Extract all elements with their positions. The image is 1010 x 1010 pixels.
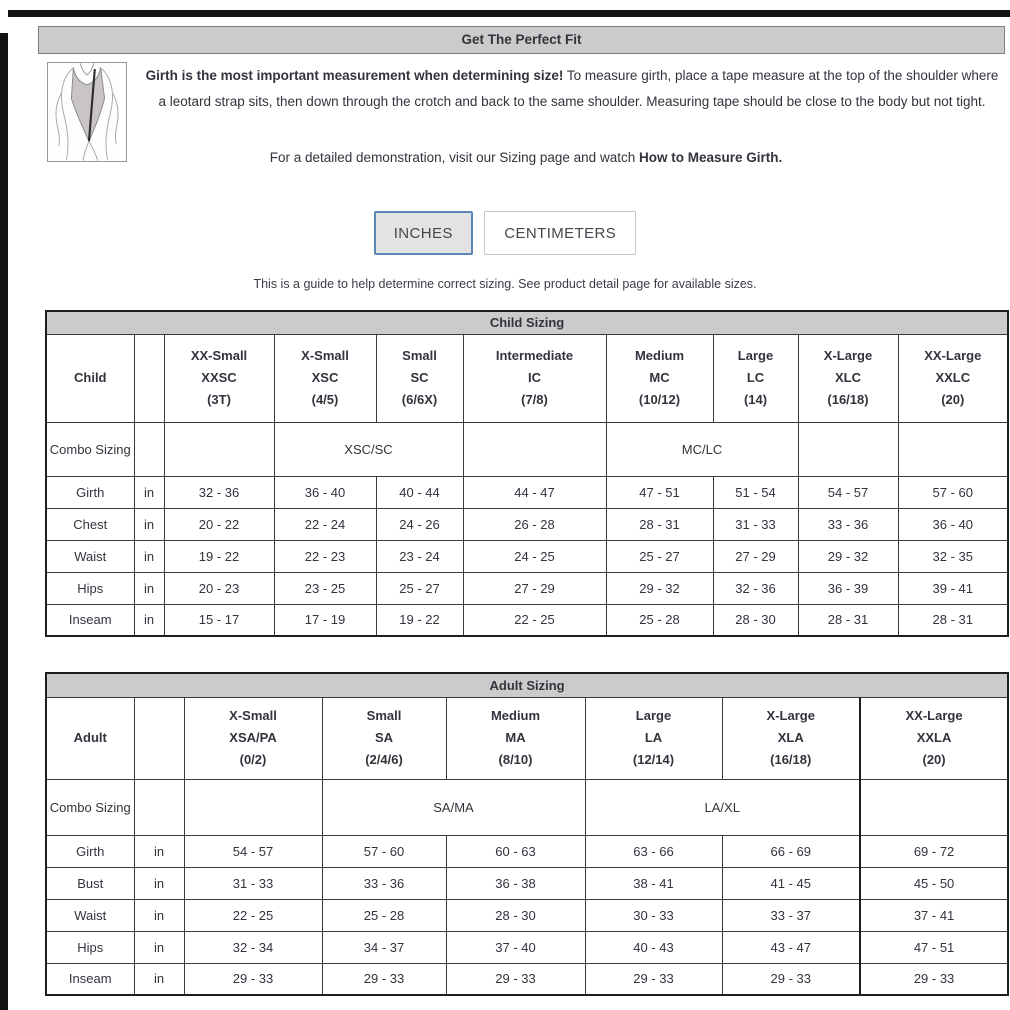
size-column-header — [376, 334, 463, 422]
child-table-title: Child Sizing — [46, 311, 1008, 334]
size-column-header — [713, 334, 798, 422]
size-cell: 15 - 17 — [164, 604, 274, 636]
size-code: LA — [644, 730, 663, 745]
size-cell: 29 - 33 — [322, 963, 446, 995]
size-cell: 44 - 47 — [463, 476, 606, 508]
table-row — [46, 422, 1008, 476]
size-cell: 30 - 33 — [585, 899, 722, 931]
measure-label: Waist — [46, 540, 134, 572]
size-range: (6/6X) — [401, 392, 438, 407]
size-column-header — [463, 334, 606, 422]
demo-line — [47, 150, 1005, 165]
size-cell: 22 - 25 — [184, 899, 322, 931]
size-cell: 33 - 36 — [798, 508, 898, 540]
size-cell: 29 - 33 — [860, 963, 1008, 995]
size-cell: 29 - 33 — [722, 963, 860, 995]
unit-cell: in — [134, 931, 184, 963]
size-name: X-Large — [766, 708, 815, 723]
size-cell: 24 - 26 — [376, 508, 463, 540]
size-range: (0/2) — [239, 752, 267, 767]
size-cell: 57 - 60 — [322, 835, 446, 867]
size-code: IC — [528, 370, 541, 385]
unit-cell: in — [134, 476, 164, 508]
size-cell: 54 - 57 — [798, 476, 898, 508]
size-cell: 37 - 40 — [446, 931, 585, 963]
size-cell: 28 - 30 — [446, 899, 585, 931]
size-cell: 22 - 25 — [463, 604, 606, 636]
size-cell: 25 - 28 — [322, 899, 446, 931]
combo-cell: XSC/SC — [274, 422, 463, 476]
unit-cell: in — [134, 540, 164, 572]
combo-cell: LA/XL — [585, 779, 860, 835]
inches-button[interactable]: INCHES — [374, 211, 473, 255]
size-code: SC — [410, 370, 429, 385]
size-cell: 29 - 33 — [585, 963, 722, 995]
empty-cell — [860, 779, 1008, 835]
girth-instructions-lead: Girth is the most important measurement when determining size! — [145, 68, 564, 83]
child-row-header: Child — [46, 334, 134, 422]
leotard-girth-diagram-icon — [48, 63, 126, 161]
adult-sizing-table — [45, 672, 1009, 996]
size-range: (10/12) — [638, 392, 681, 407]
table-row — [46, 867, 1008, 899]
size-cell: 22 - 24 — [274, 508, 376, 540]
measure-label: Bust — [46, 867, 134, 899]
size-cell: 32 - 36 — [713, 572, 798, 604]
girth-instructions — [127, 62, 1005, 114]
size-range: (12/14) — [632, 752, 675, 767]
size-name: X-Small — [301, 348, 349, 363]
size-range: (16/18) — [827, 392, 869, 407]
size-code: MC — [649, 370, 670, 385]
size-code: SA — [374, 730, 394, 745]
size-code: XSC — [311, 370, 339, 385]
table-row — [46, 604, 1008, 636]
size-name: Intermediate — [495, 348, 574, 363]
size-range: (3T) — [207, 392, 231, 407]
size-name: XX-Small — [190, 348, 248, 363]
measure-label: Waist — [46, 899, 134, 931]
size-name: Small — [402, 348, 437, 363]
centimeters-button[interactable]: CENTIMETERS — [484, 211, 636, 255]
size-cell: 40 - 44 — [376, 476, 463, 508]
size-cell: 36 - 38 — [446, 867, 585, 899]
size-name: XX-Large — [924, 348, 982, 363]
size-cell: 31 - 33 — [184, 867, 322, 899]
size-code: XXLC — [935, 370, 971, 385]
size-range: (4/5) — [311, 392, 339, 407]
size-cell: 22 - 23 — [274, 540, 376, 572]
measure-label: Inseam — [46, 604, 134, 636]
leotard-girth-illustration — [47, 62, 127, 162]
size-cell: 27 - 29 — [463, 572, 606, 604]
table-row — [46, 779, 1008, 835]
size-column-header — [274, 334, 376, 422]
size-column-header — [606, 334, 713, 422]
sizing-guide-note: This is a guide to help determine correct sizing. See product detail page for available sizes. — [253, 277, 757, 291]
size-cell: 24 - 25 — [463, 540, 606, 572]
girth-intro-section — [47, 62, 1005, 162]
size-name: Small — [366, 708, 402, 723]
page-title: Get The Perfect Fit — [38, 26, 1005, 54]
screen-border-left — [0, 33, 8, 1010]
size-code: XXLA — [916, 730, 952, 745]
unit-cell: in — [134, 572, 164, 604]
size-cell: 43 - 47 — [722, 931, 860, 963]
size-column-header — [898, 334, 1008, 422]
unit-header-cell — [134, 697, 184, 779]
size-column-header — [164, 334, 274, 422]
size-cell: 36 - 39 — [798, 572, 898, 604]
measure-label: Hips — [46, 572, 134, 604]
how-to-measure-girth-link: How to Measure Girth. — [638, 150, 783, 165]
unit-cell: in — [134, 899, 184, 931]
size-column-header — [585, 697, 722, 779]
table-row — [46, 508, 1008, 540]
table-row — [46, 311, 1008, 334]
size-cell: 32 - 36 — [164, 476, 274, 508]
girth-instructions-body: To measure girth, place a tape measure at the top of the shoulder where a leotard strap sits, then down through the crotch and back to the same shoulder. Measuring tape should be close to the body but not tight. — [158, 68, 999, 109]
unit-cell: in — [134, 867, 184, 899]
table-row — [46, 572, 1008, 604]
size-cell: 69 - 72 — [860, 835, 1008, 867]
size-code: LC — [746, 370, 765, 385]
size-name: Medium — [634, 348, 685, 363]
table-row — [46, 476, 1008, 508]
size-cell: 36 - 40 — [898, 508, 1008, 540]
measure-label: Girth — [46, 835, 134, 867]
size-cell: 32 - 35 — [898, 540, 1008, 572]
unit-header-cell — [134, 334, 164, 422]
table-row — [46, 673, 1008, 697]
table-row — [46, 899, 1008, 931]
child-sizing-table — [45, 310, 1009, 637]
size-cell: 37 - 41 — [860, 899, 1008, 931]
adult-table-title: Adult Sizing — [46, 673, 1008, 697]
size-cell: 66 - 69 — [722, 835, 860, 867]
measure-label: Hips — [46, 931, 134, 963]
size-cell: 54 - 57 — [184, 835, 322, 867]
size-code: XXSC — [201, 370, 237, 385]
table-row — [46, 540, 1008, 572]
size-cell: 28 - 31 — [606, 508, 713, 540]
size-cell: 29 - 33 — [184, 963, 322, 995]
unit-cell: in — [134, 604, 164, 636]
size-range: (8/10) — [498, 752, 533, 767]
table-row — [46, 963, 1008, 995]
table-row — [46, 835, 1008, 867]
size-range: (14) — [743, 392, 768, 407]
size-code: XSA/PA — [229, 730, 277, 745]
empty-cell — [463, 422, 606, 476]
size-cell: 32 - 34 — [184, 931, 322, 963]
empty-cell — [134, 779, 184, 835]
size-cell: 20 - 23 — [164, 572, 274, 604]
unit-cell: in — [134, 835, 184, 867]
empty-cell — [898, 422, 1008, 476]
size-cell: 63 - 66 — [585, 835, 722, 867]
size-cell: 23 - 24 — [376, 540, 463, 572]
size-cell: 34 - 37 — [322, 931, 446, 963]
measure-label: Inseam — [46, 963, 134, 995]
size-column-header — [722, 697, 860, 779]
adult-row-header: Adult — [46, 697, 134, 779]
size-column-header — [184, 697, 322, 779]
size-cell: 31 - 33 — [713, 508, 798, 540]
size-cell: 36 - 40 — [274, 476, 376, 508]
size-cell: 28 - 31 — [798, 604, 898, 636]
size-name: X-Large — [823, 348, 873, 363]
size-code: XLA — [777, 730, 804, 745]
size-name: Large — [737, 348, 774, 363]
size-code: XLC — [835, 370, 861, 385]
size-range: (20) — [922, 752, 946, 767]
empty-cell — [798, 422, 898, 476]
combo-sizing-label: Combo Sizing — [46, 422, 134, 476]
size-cell: 29 - 32 — [606, 572, 713, 604]
size-name: XX-Large — [905, 708, 963, 723]
unit-cell: in — [134, 963, 184, 995]
combo-cell: SA/MA — [322, 779, 585, 835]
size-range: (16/18) — [770, 752, 812, 767]
size-cell: 41 - 45 — [722, 867, 860, 899]
size-code: MA — [505, 730, 526, 745]
unit-toggle — [0, 211, 1010, 255]
size-cell: 47 - 51 — [860, 931, 1008, 963]
size-name: Medium — [490, 708, 541, 723]
size-range: (20) — [941, 392, 965, 407]
size-cell: 28 - 31 — [898, 604, 1008, 636]
measure-label: Chest — [46, 508, 134, 540]
size-cell: 45 - 50 — [860, 867, 1008, 899]
size-column-header — [322, 697, 446, 779]
table-row — [46, 334, 1008, 422]
size-cell: 33 - 37 — [722, 899, 860, 931]
size-cell: 25 - 28 — [606, 604, 713, 636]
demo-line-text: For a detailed demonstration, visit our Sizing page and watch — [269, 150, 639, 165]
size-name: Large — [635, 708, 672, 723]
empty-cell — [134, 422, 164, 476]
size-cell: 38 - 41 — [585, 867, 722, 899]
size-cell: 20 - 22 — [164, 508, 274, 540]
size-cell: 57 - 60 — [898, 476, 1008, 508]
measure-label: Girth — [46, 476, 134, 508]
size-cell: 47 - 51 — [606, 476, 713, 508]
size-name: X-Small — [229, 708, 277, 723]
size-cell: 29 - 32 — [798, 540, 898, 572]
size-cell: 27 - 29 — [713, 540, 798, 572]
size-cell: 19 - 22 — [376, 604, 463, 636]
unit-cell: in — [134, 508, 164, 540]
size-cell: 17 - 19 — [274, 604, 376, 636]
size-cell: 23 - 25 — [274, 572, 376, 604]
size-cell: 51 - 54 — [713, 476, 798, 508]
size-cell: 40 - 43 — [585, 931, 722, 963]
size-cell: 28 - 30 — [713, 604, 798, 636]
combo-cell: MC/LC — [606, 422, 798, 476]
combo-sizing-label: Combo Sizing — [46, 779, 134, 835]
screen-border-top — [8, 10, 1010, 17]
size-column-header — [860, 697, 1008, 779]
size-cell: 25 - 27 — [376, 572, 463, 604]
size-cell: 60 - 63 — [446, 835, 585, 867]
size-cell: 39 - 41 — [898, 572, 1008, 604]
size-cell: 29 - 33 — [446, 963, 585, 995]
size-column-header — [446, 697, 585, 779]
table-row — [46, 931, 1008, 963]
size-range: (7/8) — [521, 392, 548, 407]
table-row — [46, 697, 1008, 779]
size-cell: 33 - 36 — [322, 867, 446, 899]
size-column-header — [798, 334, 898, 422]
size-cell: 26 - 28 — [463, 508, 606, 540]
empty-cell — [164, 422, 274, 476]
size-cell: 19 - 22 — [164, 540, 274, 572]
size-cell: 25 - 27 — [606, 540, 713, 572]
size-range: (2/4/6) — [365, 752, 403, 767]
empty-cell — [184, 779, 322, 835]
